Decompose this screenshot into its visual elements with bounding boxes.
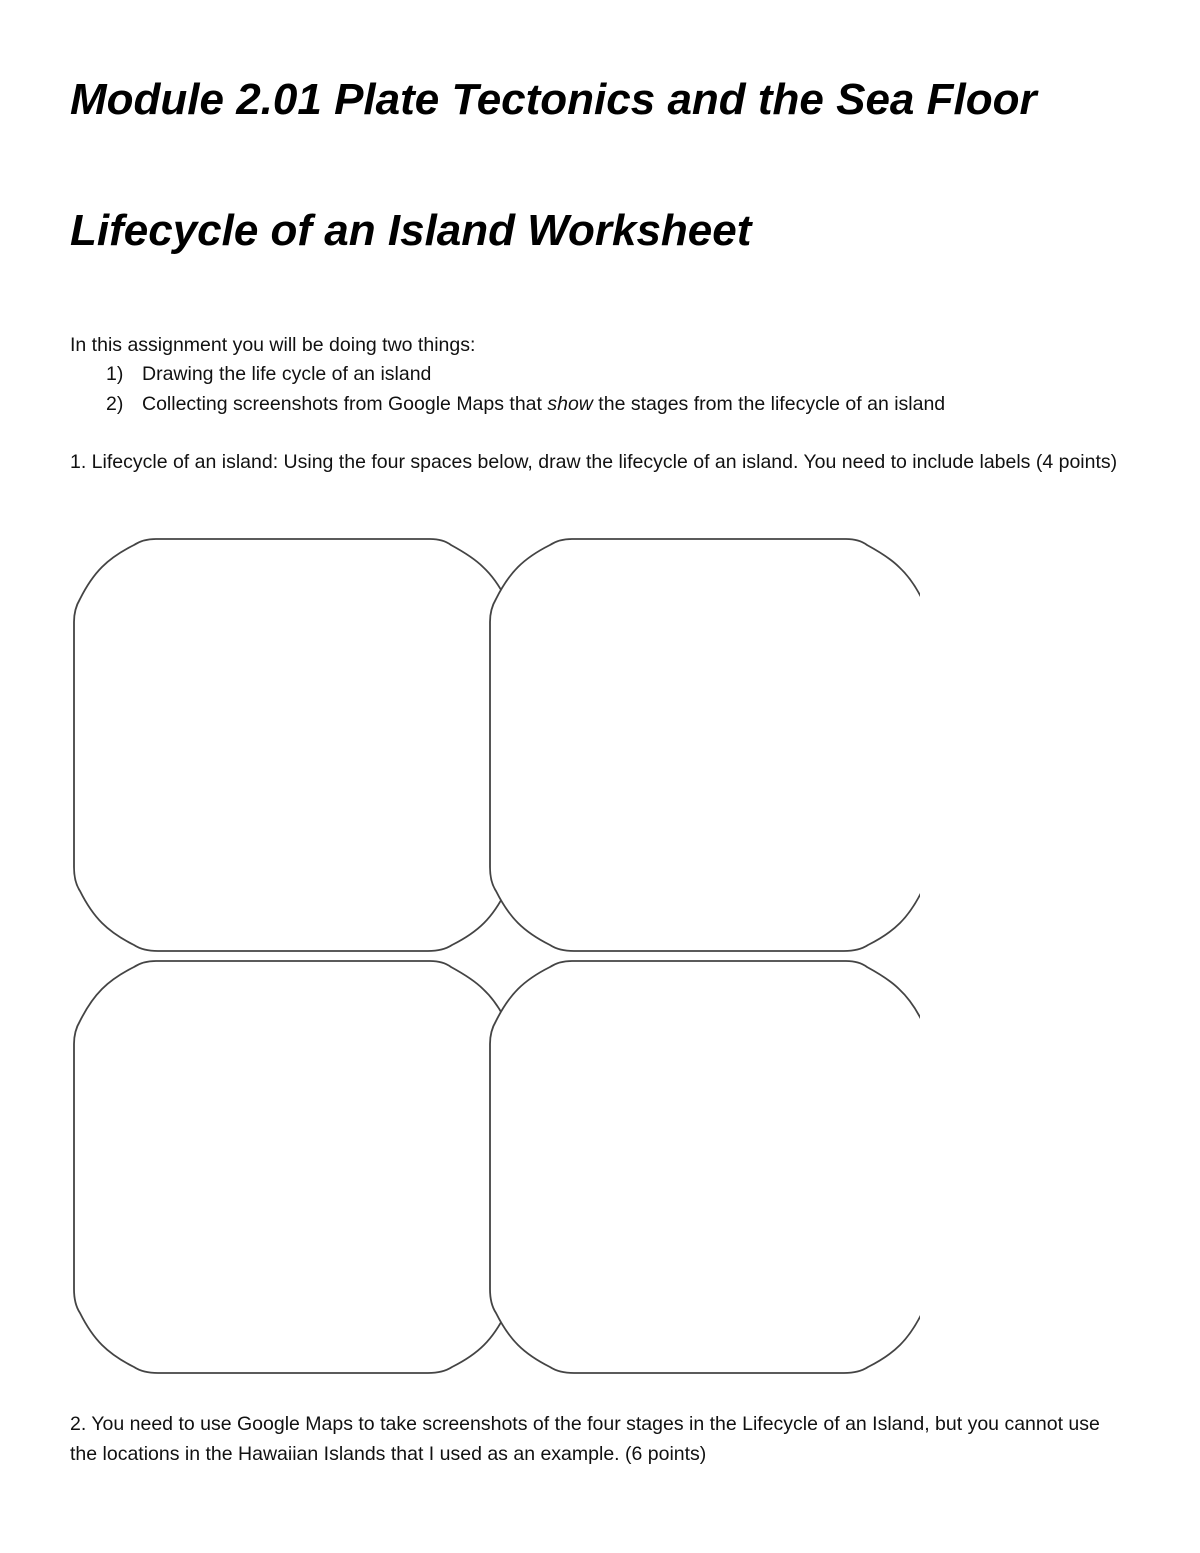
list-item-number: 1) — [106, 363, 124, 385]
list-item-emphasis: show — [547, 393, 593, 415]
drawing-boxes-grid — [60, 525, 920, 1385]
list-item-text-start: Collecting screenshots from Google Maps that — [142, 393, 548, 415]
page-subtitle: Lifecycle of an Island Worksheet — [70, 206, 752, 255]
intro-list — [106, 359, 945, 419]
list-item-text: Drawing the life cycle of an island — [142, 363, 432, 385]
drawing-box-3 — [74, 961, 512, 1373]
drawing-box-2 — [490, 539, 920, 951]
drawing-box-4 — [490, 961, 920, 1373]
page-title: Module 2.01 Plate Tectonics and the Sea Floor — [70, 75, 1037, 124]
drawing-box-1 — [74, 539, 512, 951]
list-item-number: 2) — [106, 393, 124, 415]
list-item — [106, 359, 945, 389]
question-1-text: 1. Lifecycle of an island: Using the four spaces below, draw the lifecycle of an island. You need to include labels (4 points) — [70, 451, 1118, 473]
intro-text: In this assignment you will be doing two things: — [70, 334, 476, 356]
question-2-text: 2. You need to use Google Maps to take screenshots of the four stages in the Lifecycle of an Island, but you cannot use the locations in the Hawaiian Islands that I used as an example. (6 points) — [70, 1413, 1100, 1465]
list-item-text-end: the stages from the lifecycle of an island — [592, 393, 946, 415]
list-item — [106, 389, 945, 419]
